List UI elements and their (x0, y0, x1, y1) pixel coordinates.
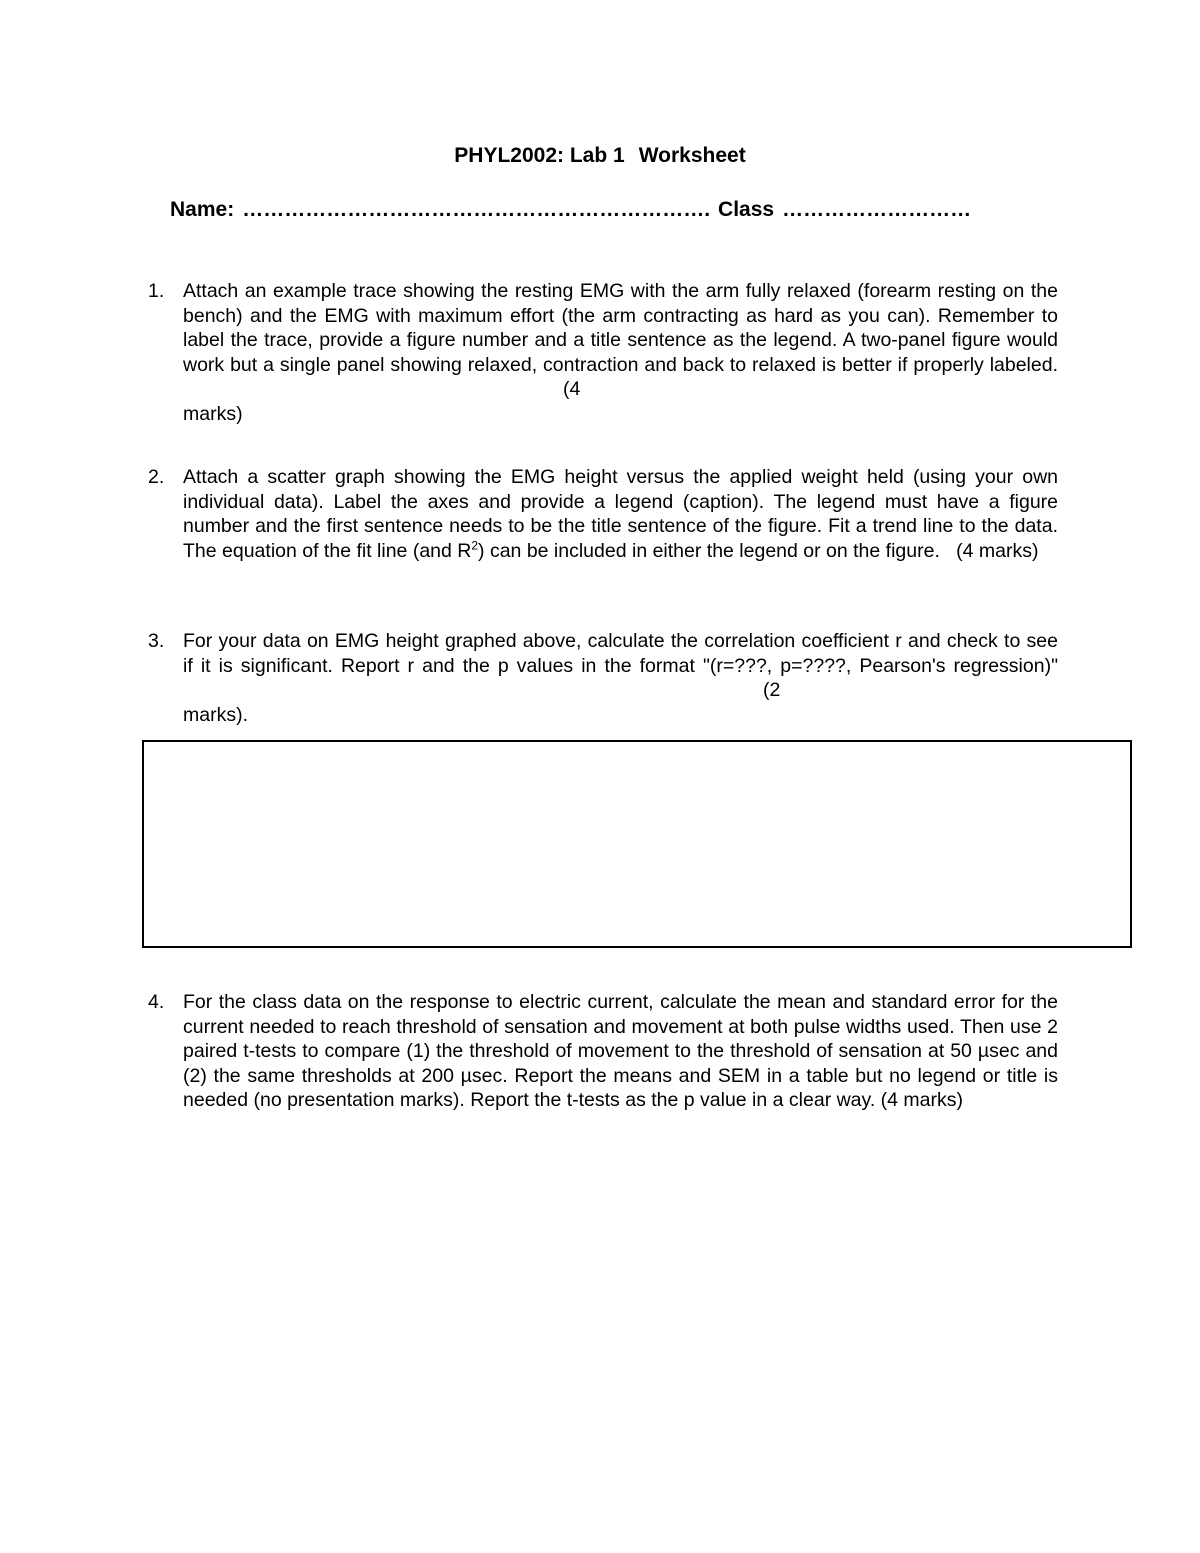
question-marks: (4 marks) (880, 1089, 964, 1112)
question-3 (148, 629, 1058, 727)
question-body (183, 465, 1058, 563)
class-field[interactable]: ……………………… (782, 198, 972, 221)
course-code: PHYL2002: Lab 1 (454, 144, 625, 167)
name-class-line (170, 197, 971, 223)
question-marks: (4 (563, 378, 581, 401)
question-number: 4. (148, 991, 165, 1013)
class-label: Class (718, 198, 775, 221)
question-marks: (2 (763, 679, 781, 702)
question-marks-cont: marks) (183, 402, 243, 425)
question-2 (148, 465, 1058, 563)
question-body (183, 990, 1058, 1113)
question-text-cont: ) can be included in either the legend or on the figure. (478, 539, 940, 562)
question-body (183, 629, 1058, 727)
question-text: Attach an example trace showing the resting EMG with the arm fully relaxed (forearm resting on the bench) and the EMG with maximum effort (the arm contracting as hard as you can). Remember to label the trace, provide a figure number and a title sentence as the legend. A two-panel figure would work but a single panel showing relaxed, contraction and back to relaxed is better if properly labeled. (183, 280, 1058, 376)
question-marks: (4 marks) (956, 539, 1039, 562)
question-text: For your data on EMG height graphed above, calculate the correlation coefficient r and check to see if it is significant. Report r and the p values in the format "(r=???, p=????, Pearson's regression)" (183, 630, 1058, 677)
question-text: For the class data on the response to electric current, calculate the mean and standard error for the current needed to reach threshold of sensation and movement at both pulse widths used. Then use 2 paired t-tests to compare (1) the threshold of movement to the threshold of sensation at 50 µsec and (2) the same thresholds at 200 µsec. Report the means and SEM in a table but no legend or title is needed (no presentation marks). Report the t-tests as the p value in a clear way. (183, 991, 1058, 1112)
page-title (0, 143, 1200, 169)
question-number: 2. (148, 466, 165, 488)
question-4 (148, 990, 1058, 1113)
superscript: 2 (471, 538, 479, 553)
name-field[interactable]: …………………………………………………………. (242, 198, 711, 221)
doc-type: Worksheet (638, 144, 746, 167)
question-1 (148, 279, 1058, 427)
name-label: Name: (170, 198, 235, 221)
question-text: Attach a scatter graph showing the EMG height versus the applied weight held (using your own individual data). Label the axes and provide a legend (caption). The legend must have a figure number and the first sentence needs to be the title sentence of the figure. Fit a trend line to the data. The equation of the fit line (and R (183, 466, 1058, 562)
question-number: 3. (148, 630, 165, 652)
question-body (183, 279, 1058, 427)
question-number: 1. (148, 280, 165, 302)
question-marks-cont: marks). (183, 703, 248, 726)
answer-box[interactable] (142, 740, 1132, 948)
